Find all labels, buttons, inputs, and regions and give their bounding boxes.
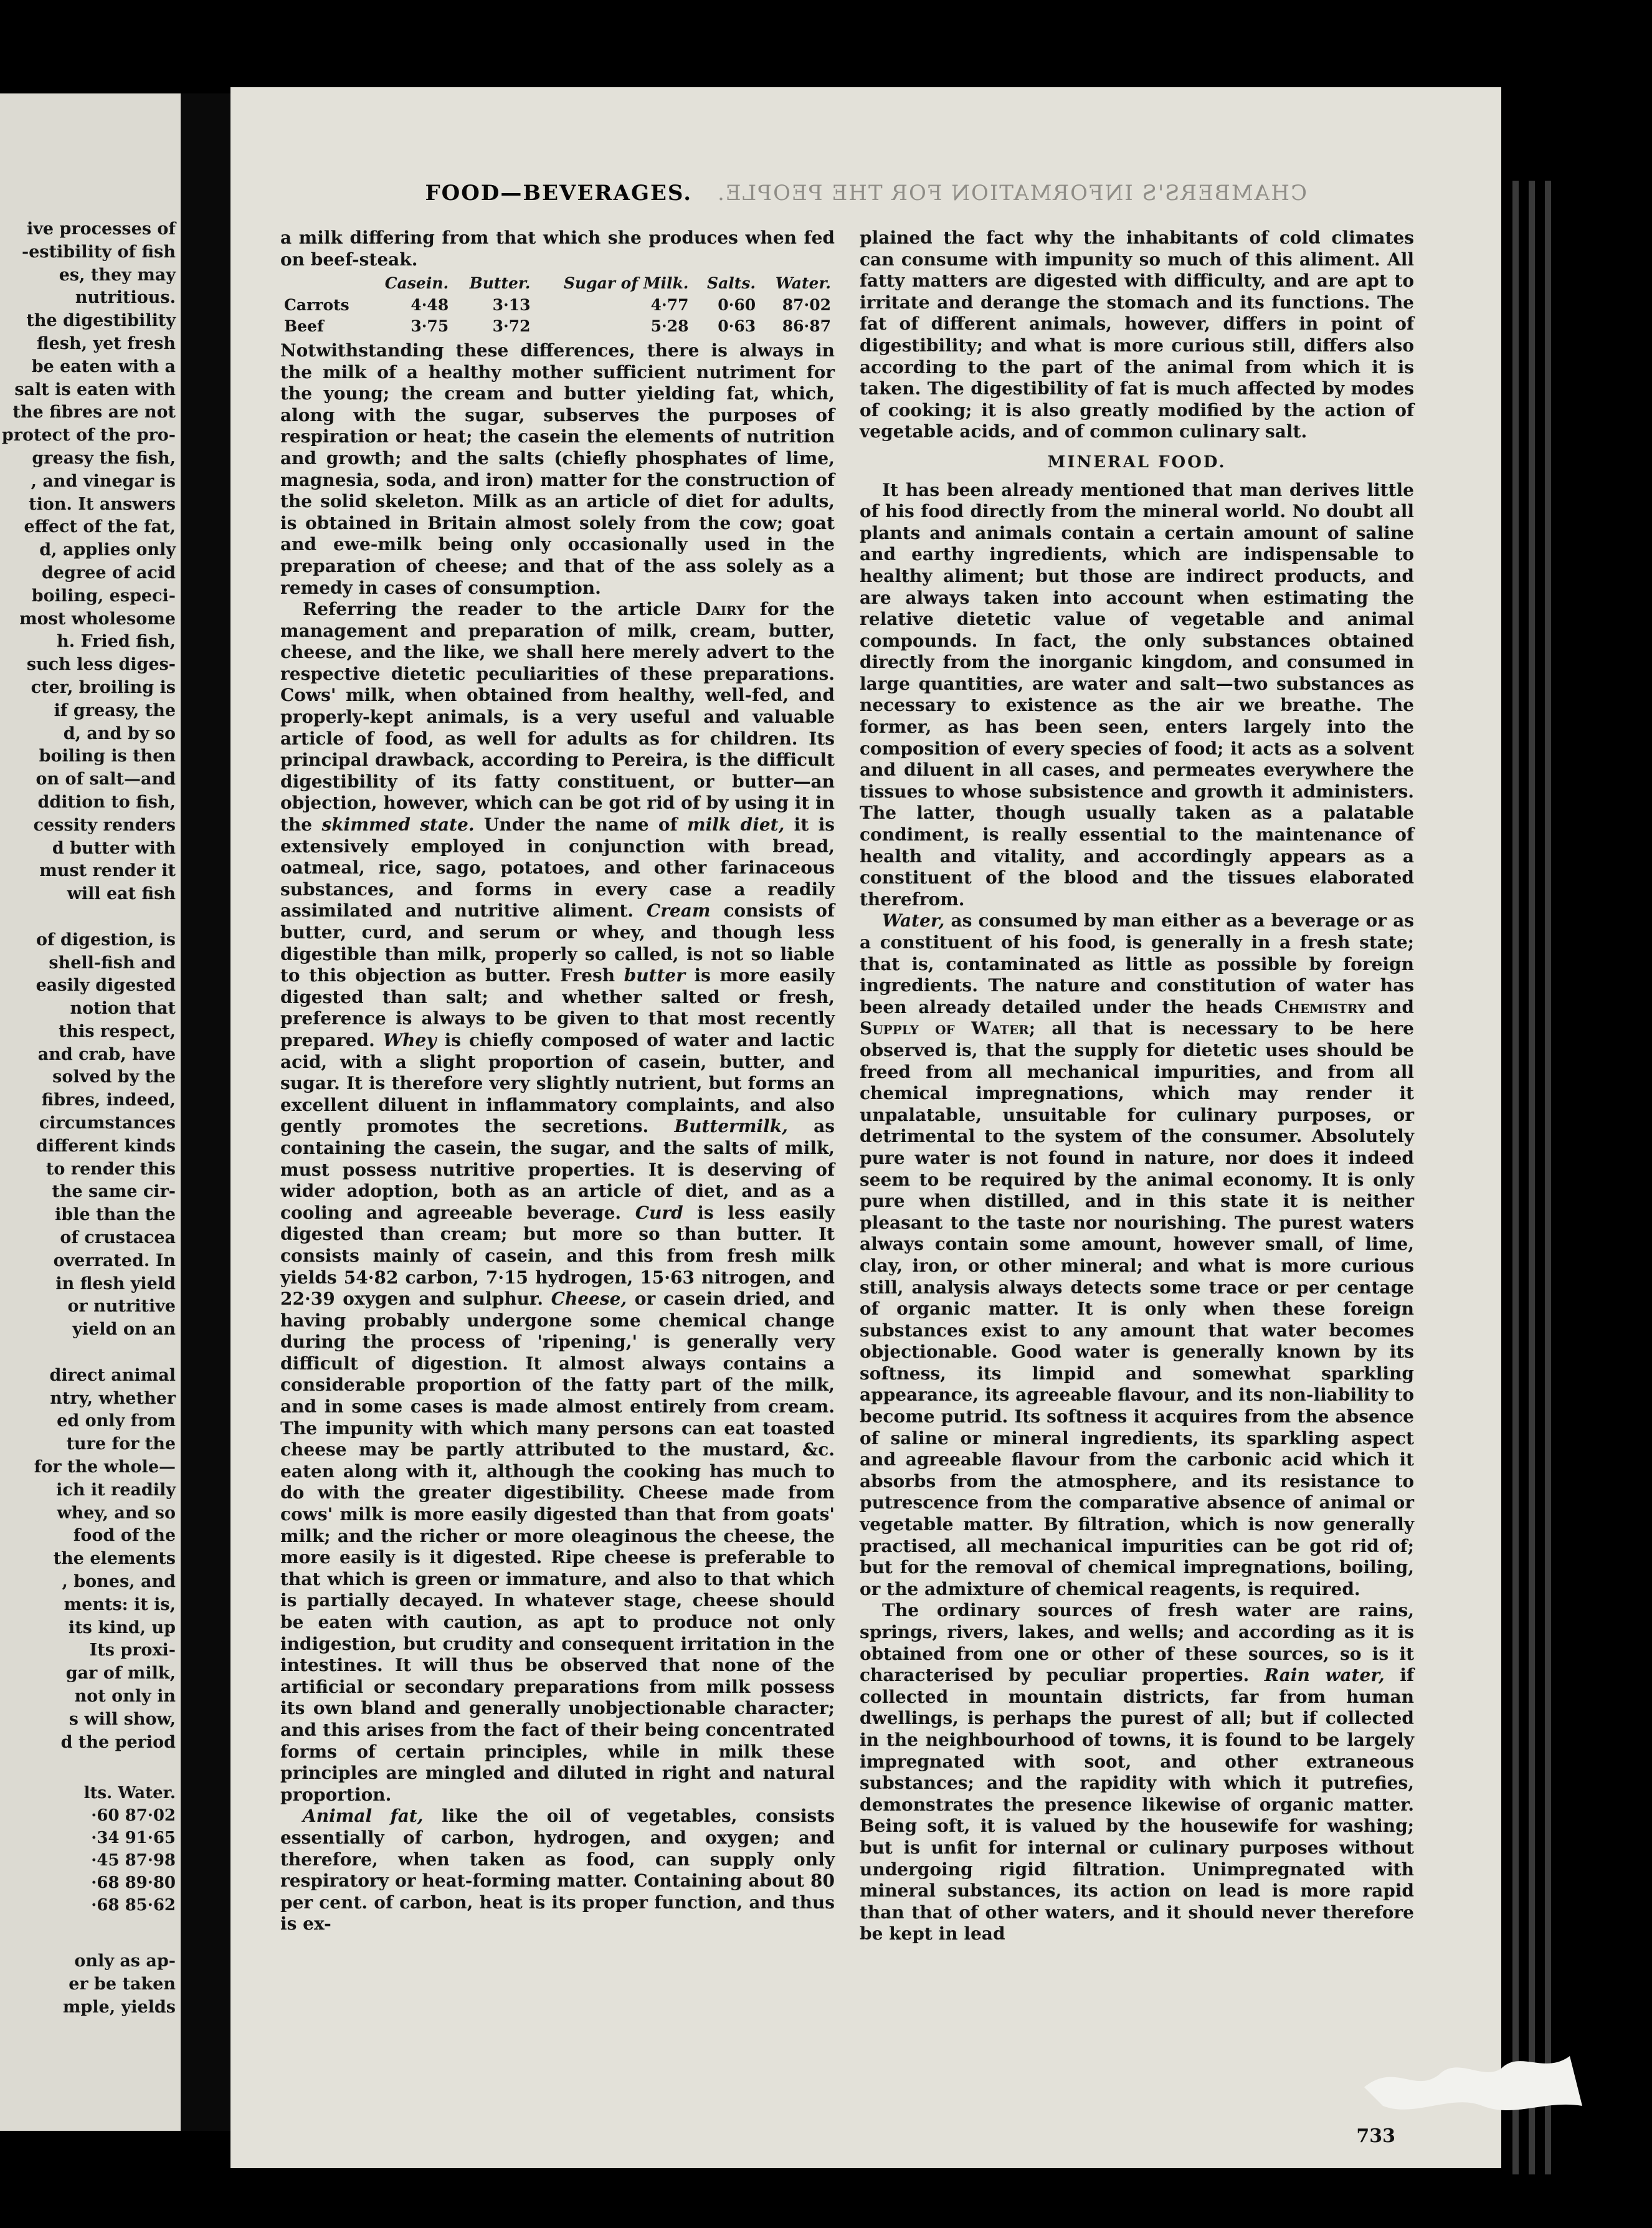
- table-cell: 3·72: [492, 317, 531, 336]
- page-edge-line: [1512, 181, 1519, 2174]
- cross-reference-dairy: Dairy: [695, 599, 746, 620]
- paragraph-animal-fat: [280, 1806, 835, 1935]
- book-gutter: [181, 93, 230, 2131]
- page-edge-line: [1529, 181, 1535, 2174]
- emphasis-butter: butter: [624, 965, 685, 986]
- table-cell: Carrots: [284, 295, 349, 314]
- text-run: and: [1366, 996, 1414, 1017]
- running-header: [230, 181, 1501, 206]
- facing-page-tail-text: only as ap- er be taken mple, yields: [62, 1951, 176, 2017]
- emphasis-milk-diet: milk diet,: [686, 814, 785, 836]
- text-run: The ordinary sources of fresh water are rains, springs, rivers, lakes, and wells; and according as it is obtained from one or other of these sources, so is it characterised by peculiar properties.: [860, 1600, 1414, 1686]
- emphasis-whey: Whey: [382, 1029, 437, 1050]
- emphasis-skimmed-state: skimmed state.: [321, 814, 475, 836]
- emphasis-cheese: Cheese,: [551, 1288, 627, 1310]
- paragraph-fat-continued: plained the fact why the inhabitants of cold climates can consume with impunity so much of this aliment. All fatty matters are digested with difficulty, and are apt to irritate and derange the stomach and its functions. The fat of different animals, however, differs in point of digestibility; and what is more curious still, differs also according to the part of the animal from which it is taken. The digestibility of fat is much affected by modes of cooking; it is also greatly modified by the action of vegetable acids, and of common culinary salt.: [860, 227, 1414, 442]
- book-page: [230, 87, 1501, 2168]
- paragraph-mineral-food: It has been already mentioned that man derives little of his food directly from the mineral world. No doubt all plants and animals contain a certain amount of saline and earthy ingredients, which are indispensable to healthy aliment; but those are indirect products, and are always taken into account when estimating the relative dietetic value of vegetable and animal compounds. In fact, the only substances obtained directly from the inorganic kingdom, and consumed in large quantities, are water and salt—two substances as necessary to existence as the air we breathe. The former, as has been seen, enters largely into the composition of every species of food; it acts as a solvent and diluent in all cases, and permeates everywhere the tissues to whose subsistence and growth it administers. The latter, though usually taken as a palatable condiment, is really essential to the maintenance of health and vitality, and accordingly appears as a constituent of the blood and the tissues elaborated therefrom.: [860, 479, 1414, 910]
- paragraph-water-sources: [860, 1600, 1414, 1945]
- table-header-cell: Casein.: [384, 274, 449, 293]
- table-row: [280, 316, 835, 338]
- table-header-row: [280, 273, 835, 295]
- text-run: is more easily digested than salt; and whether salted or fresh, preference is always to be given to that most recently prepared.: [280, 965, 835, 1050]
- table-cell: Beef: [284, 317, 324, 336]
- table-cell: 3·75: [411, 317, 449, 336]
- emphasis-curd: Curd: [635, 1202, 683, 1223]
- facing-page-table-header: lts. Water.: [83, 1784, 176, 1802]
- table-cell: 5·28: [650, 317, 689, 336]
- text-run: Under the name of: [474, 814, 687, 836]
- milk-analysis-table: [280, 273, 835, 338]
- table-cell: 4·77: [650, 295, 689, 314]
- text-run: Referring the reader to the article: [303, 599, 696, 620]
- table-body: [280, 295, 835, 338]
- milk-intro: a milk differing from that which she produces when fed on beef-steak.: [280, 227, 835, 270]
- text-run: consists of butter, curd, and serum or whey, and though less digestible than milk, properly so called, is not so liable to this objection as butter. Fresh: [280, 900, 835, 986]
- page-number: 733: [1356, 2125, 1395, 2147]
- table-header-cell: [280, 273, 367, 295]
- table-cell: 0·60: [718, 295, 756, 314]
- text-run: like the oil of vegetables, consists essentially of carbon, hydrogen, and oxygen; and therefore, when taken as food, can supply only respiratory or heat-forming matter. Containing about 80 per cent. of carbon, heat is its proper function, and thus is ex-: [280, 1806, 835, 1935]
- section-heading-mineral-food: MINERAL FOOD.: [1047, 452, 1227, 472]
- table-row: [280, 295, 835, 317]
- table-cell: 86·87: [782, 317, 831, 336]
- table-header-cell: Sugar of Milk.: [563, 274, 689, 293]
- text-run: or casein dried, and having probably undergone some chemical change during the process of 'ripening,' is generally very difficult of digestion. It almost always contains a considerable proportion of the fatty part of the milk, and in some cases is made almost entirely from cream. The impunity with which many persons can eat toasted cheese may be partly attributed to the mustard, &c. eaten along with it, although the cooking has much to do with the greater digestibility. Cheese made from cows' milk is more easily digested than that from goats' milk; and the richer or more oleaginous the cheese, the more easily is it digested. Ripe cheese is preferable to that which is green or immature, and also to that which is partially decayed. In whatever stage, cheese should be eaten with caution, as apt to produce not only indigestion, but crudity and consequent irritation in the intestines. It will thus be observed that none of the artificial or secondary preparations from milk possess its own bland and generally unobjectionable character; and this arises from the fact of their being concentrated forms of certain principles, while in milk these principles are mingled and diluted in right and natural proportion.: [280, 1288, 835, 1805]
- facing-page-table-rows: ·60 87·02 ·34 91·65 ·45 87·98 ·68 89·80 ·68 85·62: [91, 1806, 176, 1915]
- cross-reference-chemistry: Chemistry: [1274, 996, 1367, 1017]
- paragraph-milk-composition: Notwithstanding these differences, there is always in the milk of a healthy mother sufficient nutriment for the young; the cream and butter yielding fat, which, along with the sugar, subserves the purposes of respiration or heat; the casein the elements of nutrition and growth; and the salts (chiefly phosphates of lime, magnesia, soda, and iron) matter for the construction of the solid skeleton. Milk as an article of diet for adults, is obtained in Britain almost solely from the cow; goat and ewe-milk being only occasionally used in the preparation of cheese; and that of the ass solely as a remedy in cases of consumption.: [280, 340, 835, 598]
- text-run: as consumed by man either as a beverage or as a constituent of his food, is generally in a fresh state; that is, contaminated as little as possible by foreign ingredients. The nature and constitution of water has been already detailed under the heads: [860, 910, 1414, 1017]
- emphasis-animal-fat: Animal fat,: [303, 1806, 424, 1827]
- running-header-title: FOOD—BEVERAGES.: [425, 181, 693, 206]
- paragraph-water: [860, 910, 1414, 1600]
- table-header-cell: Water.: [775, 274, 831, 293]
- paragraph-dairy-products: [280, 599, 835, 1806]
- text-run: as containing the casein, the sugar, and the salts of milk, must possess nutritive properties. It is deserving of wider adoption, both as an article of diet, and as a cooling and agreeable beverage.: [280, 1116, 835, 1223]
- left-column: [280, 227, 835, 1935]
- cross-reference-supply-of-water: Supply of Water: [860, 1018, 1029, 1039]
- table-header-cell: Butter.: [469, 274, 531, 293]
- bleed-through-header: CHAMBERS'S INFORMATION FOR THE PEOPLE.: [716, 181, 1307, 206]
- page-edge-line: [1545, 181, 1551, 2174]
- right-column: [860, 227, 1414, 1945]
- text-run: for the management and preparation of milk, cream, butter, cheese, and the like, we shall here merely advert to the respective dietetic peculiarities of these preparations. Cows' milk, when obtained from healthy, well-fed, and properly-kept animals, is a very useful and valuable article of food, as well for adults as for children. Its principal drawback, according to Pereira, is the difficult digestibility of its fatty constituent, or butter—an objection, however, which can be got rid of by using it in the: [280, 599, 835, 836]
- emphasis-buttermilk: Buttermilk,: [674, 1116, 788, 1137]
- text-run: is chiefly composed of water and lactic acid, with a slight proportion of casein, butter, and sugar. It is therefore very slightly nutrient, but forms an excellent diluent in inflammatory complaints, and also gently promotes the secretions.: [280, 1029, 835, 1137]
- text-run: if collected in mountain districts, far from human dwellings, is perhaps the purest of all; but if collected in the neighbourhood of towns, it is found to be largely impregnated with soot, and other extraneous substances; and the rapidity with which it putrefies, demonstrates the presence likewise of organic matter. Being soft, it is valued by the housewife for washing; but is unfit for internal or culinary purposes without undergoing rigid filtration. Unimpregnated with mineral substances, its action on lead is more rapid than that of other waters, and it should never therefore be kept in lead: [860, 1665, 1414, 1945]
- facing-page-table: [0, 1782, 176, 1916]
- emphasis-water: Water,: [882, 910, 945, 931]
- text-run: ; all that is necessary to be here observed is, that the supply for dietetic uses should be freed from all mechanical impurities, and from all chemical impregnations, which may render it unpalatable, unsuitable for culinary purposes, or detrimental to the system of the consumer. Absolutely pure water is not found in nature, nor does it indeed seem to be required by the animal economy. It is only pure when distilled, and in this state it is neither pleasant to the taste nor nourishing. The purest waters always contain some amount, however small, of lime, clay, iron, or other mineral; and what is more curious still, analysis always detects some trace or per centage of organic matter. It is only when these foreign substances exist to any amount that water becomes objectionable. Good water is generally known by its softness, its limpid and somewhat sparkling appearance, its agreeable flavour, and its non-liability to become putrid. Its softness it acquires from the absence of saline or mineral ingredients, its sparkling aspect and agreeable flavour from the carbonic acid which it absorbs from the atmosphere, and its resistance to putrescence from the comparative absence of animal or vegetable matter. By filtration, which is now generally practised, all mechanical impurities can be got rid of; but for the removal of chemical impregnations, boiling, or the admixture of chemical reagents, is required.: [860, 1018, 1414, 1599]
- table-cell: 0·63: [718, 317, 756, 336]
- page-stack-edge: [1501, 87, 1652, 2168]
- table-cell: 87·02: [782, 295, 831, 314]
- facing-page-text: ive processes of -estibility of fish es, they may nutritious. the digestibility flesh, yet fresh be eaten with a salt is eaten with the fibres are not protect of the pro- greasy the fish, , and vinegar is tion. It answers effect of the fat, d, applies only degree of acid boiling, especi- most wholesome h. Fried fish, such less diges- cter, broiling is if greasy, the d, and by so boiling is then on of salt—and ddition to fish, cessity renders d butter with must render it will eat fish of digestion, is shell-fish and easily digested notion that this respect, and crab, have solved by the fibres, indeed, circumstances different kinds to render this the same cir- ible than the of crustacea overrated. In in flesh yield or nutritive yield on an direct animal ntry, whether ed only from ture for the for the whole— ich it readily whey, and so food of the the elements , bones, and ments: it is, its kind, up Its proxi- gar of milk, not only in s will show, d the period: [1, 219, 176, 1752]
- text-run: it is extensively employed in conjunction with bread, oatmeal, rice, sago, potatoes, and other farinaceous substances, and forms in every case a readily assimilated and nutritive aliment.: [280, 814, 835, 921]
- table-cell: 4·48: [411, 295, 449, 314]
- emphasis-cream: Cream: [646, 900, 711, 921]
- emphasis-rain-water: Rain water,: [1264, 1665, 1385, 1686]
- facing-page-fragment: [0, 93, 181, 2131]
- table-header-cell: Salts.: [707, 274, 756, 293]
- text-run: is less easily digested than cream; but more so than butter. It consists mainly of casein, and this from fresh milk yields 54·82 carbon, 7·15 hydrogen, 15·63 nitrogen, and 22·39 oxygen and sulphur.: [280, 1202, 835, 1310]
- table-cell: 3·13: [492, 295, 531, 314]
- scan-damage-mark: [1358, 2012, 1595, 2125]
